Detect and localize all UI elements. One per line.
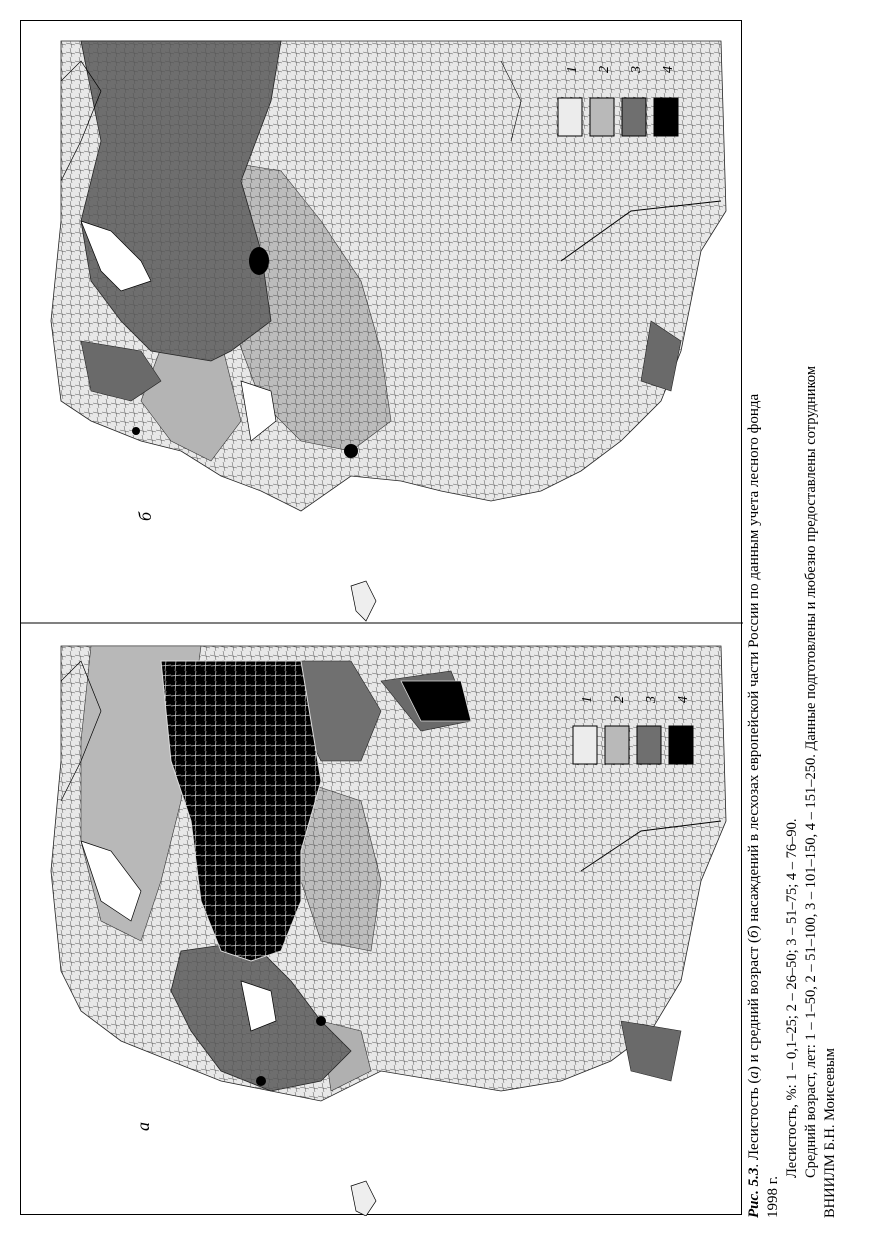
legend-a-label-2: 2	[612, 696, 627, 703]
legend-a-label-3: 3	[644, 696, 659, 703]
map-panel-a	[51, 646, 726, 1216]
legend-b-label-1: 1	[565, 66, 580, 73]
legend-b-swatch-4	[654, 98, 678, 136]
legend-a-label-1: 1	[580, 696, 595, 703]
legend-b-swatch-3	[622, 98, 646, 136]
caption-title-end: 1998 г.	[765, 1176, 781, 1218]
caption-title-part1: . Лесистость (	[746, 1078, 762, 1168]
spot-black-b1	[249, 247, 269, 275]
caption-title-part2: ) и средний возраст (	[746, 937, 762, 1072]
legend-b-label-2: 2	[597, 66, 612, 73]
legend-a-label-4: 4	[676, 696, 691, 703]
maps-figure	[21, 21, 743, 1216]
spot-black-b3	[132, 427, 140, 435]
figure-caption	[745, 18, 840, 1218]
caption-forest-cover: Лесистость, %: 1 – 0,1–25; 2 – 26–50; 3 – 51–75; 4 – 76–90.	[784, 818, 800, 1178]
exclave-a	[351, 1181, 376, 1216]
caption-title	[745, 18, 764, 1218]
legend-b-swatch-2	[590, 98, 614, 136]
caption-title-part3: ) насаждений в лесхозах европейской части России по данным учета лесного фонда	[746, 393, 762, 931]
spot-black-a2	[256, 1076, 266, 1086]
caption-a: а	[746, 1071, 762, 1079]
spot-black-a1	[316, 1016, 326, 1026]
exclave-b	[351, 581, 376, 621]
legend-b-swatch-1	[558, 98, 582, 136]
caption-fig-label: Рис. 5.3	[746, 1167, 762, 1218]
legend-b-label-4: 4	[661, 66, 676, 73]
legend-a-swatch-2	[605, 726, 629, 764]
caption-avg-age: Средний возраст, лет: 1 – 1–50, 2 – 51–100, 3 – 101–150, 4 – 151–250. Данные подготовлены и любезно предоставлены сотрудником	[803, 365, 819, 1178]
legend-a-swatch-4	[669, 726, 693, 764]
legend-a-swatch-1	[573, 726, 597, 764]
figure-frame	[20, 20, 742, 1215]
panel-letter-b: б	[135, 511, 155, 521]
spot-black-b2	[344, 444, 358, 458]
legend-b-label-3: 3	[629, 66, 644, 73]
legend-a-swatch-3	[637, 726, 661, 764]
panel-letter-a: а	[133, 1122, 153, 1131]
map-panel-b	[51, 41, 726, 621]
caption-credit: ВНИИЛМ Б.Н. Моисеевым	[822, 1048, 838, 1218]
region-dark-a4	[621, 1021, 681, 1081]
caption-b: б	[746, 930, 762, 938]
